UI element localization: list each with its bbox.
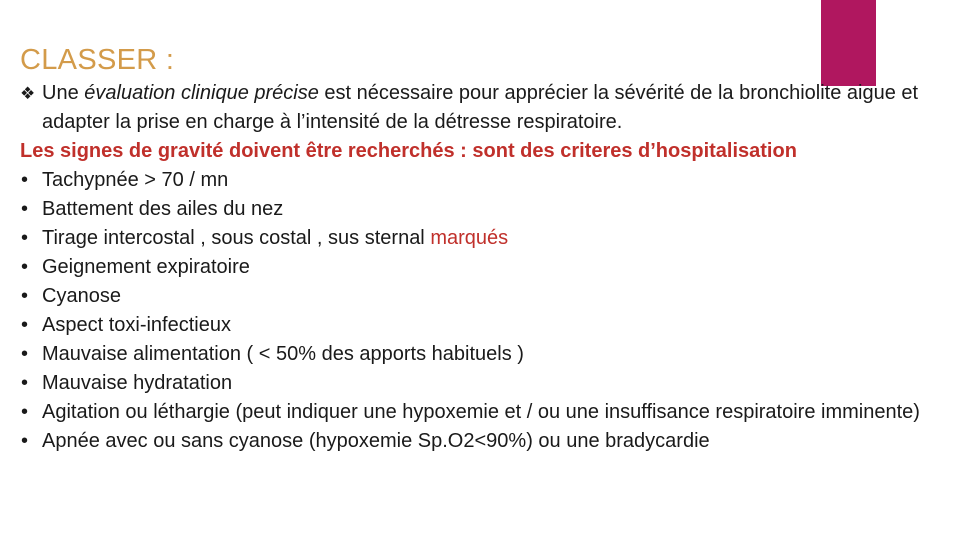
intro-emphasis: évaluation clinique précise (84, 82, 319, 104)
criteria-text: Mauvaise hydratation (42, 372, 233, 394)
slide-title: CLASSER : (20, 44, 175, 76)
bullet-icon: • (21, 314, 29, 336)
criteria-text: Agitation ou léthargie (peut indiquer une hypoxemie et / ou une insuffisance respiratoire imminente) (42, 401, 920, 423)
bullet-icon: • (21, 198, 29, 220)
criteria-item (20, 253, 940, 282)
bullet-icon: • (21, 227, 29, 249)
criteria-item (20, 311, 940, 340)
bullet-icon: • (21, 372, 29, 394)
criteria-item (20, 340, 940, 369)
criteria-item (20, 166, 940, 195)
criteria-text: Tirage intercostal , sous costal , sus sternal (42, 227, 431, 249)
criteria-text: Battement des ailes du nez (42, 198, 284, 220)
severity-warning: Les signes de gravité doivent être recherchés : sont des criteres d’hospitalisation (20, 140, 797, 162)
bullet-icon: • (21, 169, 29, 191)
criteria-text: Cyanose (42, 285, 121, 307)
criteria-highlight: marqués (430, 227, 509, 249)
criteria-item (20, 427, 940, 456)
criteria-item (20, 369, 940, 398)
diamond-bullet-icon: ❖ (20, 84, 36, 103)
criteria-text: Aspect toxi-infectieux (42, 314, 231, 336)
intro-paragraph (20, 79, 940, 137)
criteria-text: Tachypnée > 70 / mn (42, 169, 229, 191)
criteria-text: Geignement expiratoire (42, 256, 250, 278)
bullet-icon: • (21, 430, 29, 452)
intro-prefix: Une (42, 82, 85, 104)
accent-bar (821, 0, 876, 86)
criteria-item (20, 282, 940, 311)
criteria-item (20, 224, 940, 253)
bullet-icon: • (21, 401, 29, 423)
criteria-item (20, 398, 940, 427)
intro-suffix: est nécessaire pour apprécier la sévérité de la bronchiolite aigue et adapter la prise en charge à l’intensité de la détresse respiratoire. (42, 82, 919, 133)
criteria-text: Mauvaise alimentation ( < 50% des apports habituels ) (42, 343, 524, 365)
slide-content (20, 79, 940, 456)
criteria-text: Apnée avec ou sans cyanose (hypoxemie Sp.O2<90%) ou une bradycardie (42, 430, 710, 452)
bullet-icon: • (21, 343, 29, 365)
bullet-icon: • (21, 256, 29, 278)
criteria-list (20, 166, 940, 456)
criteria-item (20, 195, 940, 224)
bullet-icon: • (21, 285, 29, 307)
